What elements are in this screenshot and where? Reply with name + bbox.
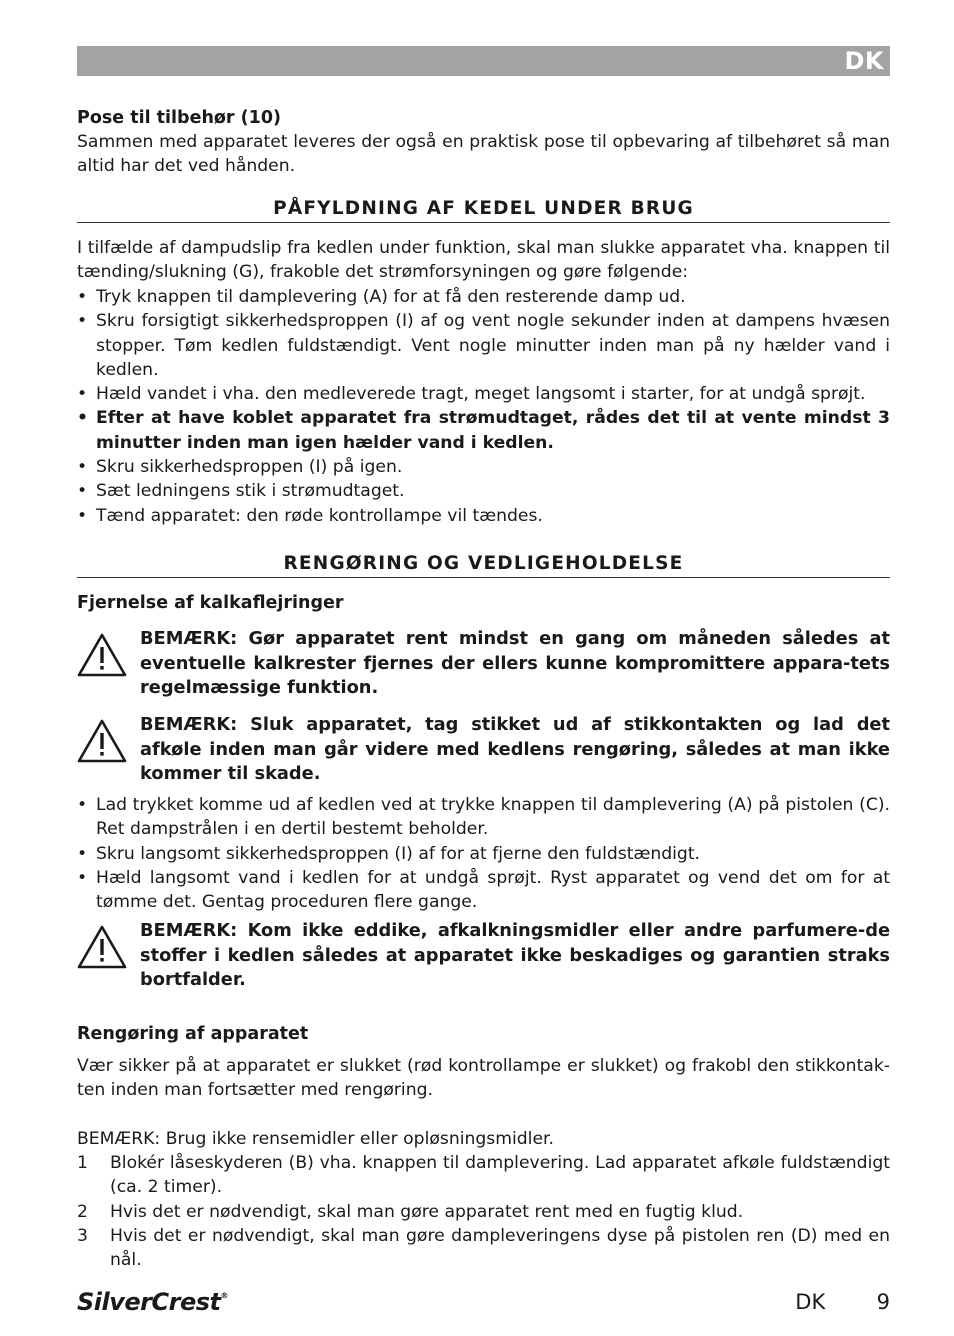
footer-lang: DK xyxy=(795,1290,826,1314)
refill-heading-text: PÅFYLDNING AF KEDEL UNDER BRUG xyxy=(273,198,694,219)
device-cleaning-text: Vær sikker på at apparatet er slukket (rød kontrollampe er slukket) og frakobl den stikkontak-ten inden man fortsætter med rengøring. xyxy=(77,1056,890,1101)
refill-bullet-list xyxy=(77,285,890,528)
warning-text-1: BEMÆRK: Gør apparatet rent mindst en gang om måneden således at eventuelle kalkrester fjernes der ellers kunne kompromittere appara-tets regelmæssige funktion. xyxy=(140,628,890,698)
list-item: • Tryk knappen til damplevering (A) for at få den resterende damp ud. xyxy=(77,285,890,309)
refill-section-heading xyxy=(77,196,890,223)
numbered-step xyxy=(77,1224,890,1273)
cleaning-section-heading xyxy=(77,551,890,578)
list-item: • Sæt ledningens stik i strømudtaget. xyxy=(77,479,890,503)
warning-text-3: BEMÆRK: Kom ikke eddike, afkalkningsmidler eller andre parfumere-de stoffer i kedlen således at apparatet ikke beskadiges og garantien straks bortfalder. xyxy=(140,920,890,990)
step-text: Hvis det er nødvendigt, skal man gøre apparatet rent med en fugtig klud. xyxy=(110,1201,744,1222)
step-text: Blokér låseskyderen (B) vha. knappen til damplevering. Lad apparatet afkøle fuldstændigt (ca. 2 timer). xyxy=(110,1153,890,1198)
cleaning-heading-text: RENGØRING OG VEDLIGEHOLDELSE xyxy=(283,553,684,574)
list-item: • Tænd apparatet: den røde kontrollampe vil tændes. xyxy=(77,504,890,528)
list-item: • Skru sikkerhedsproppen (I) på igen. xyxy=(77,455,890,479)
step-number: 1 xyxy=(77,1153,88,1173)
numbered-step xyxy=(77,1151,890,1200)
pose-title: Pose til tilbehør (10) xyxy=(77,108,281,128)
list-item: • Hæld langsomt vand i kedlen for at undgå sprøjt. Ryst apparatet og vend det om for at tømme det. Gentag proceduren flere gange. xyxy=(77,866,890,915)
numbered-step xyxy=(77,1200,890,1224)
list-item: • Lad trykket komme ud af kedlen ved at trykke knappen til damplevering (A) på pistolen (C). Ret dampstrålen i en dertil bestemt beholder. xyxy=(77,793,890,842)
warning-triangle-icon xyxy=(77,925,127,969)
language-tag: DK xyxy=(844,47,884,75)
warning-block-1 xyxy=(77,627,890,701)
list-item: • Skru langsomt sikkerhedsproppen (I) af for at fjerne den fuldstændigt. xyxy=(77,842,890,866)
cleaning-bullet-list xyxy=(77,793,890,914)
warning-text-2: BEMÆRK: Sluk apparatet, tag stikket ud af stikkontakten og lad det afkøle inden man går videre med kedlens rengøring, således at man ikke kommer til skade. xyxy=(140,714,890,784)
warning-block-3 xyxy=(77,919,890,993)
step-text: Hvis det er nødvendigt, skal man gøre dampleveringens dyse på pistolen ren (D) med en nål. xyxy=(110,1225,890,1271)
decalc-title: Fjernelse af kalkaflejringer xyxy=(77,593,344,613)
pose-text: Sammen med apparatet leveres der også en praktisk pose til opbevaring af tilbehøret så man altid har det ved hånden. xyxy=(77,132,890,177)
list-item: • Skru forsigtigt sikkerhedsproppen (I) af og vent nogle sekunder inden at dampens hvæsen stopper. Tøm kedlen fuldstændigt. Vent nogle minutter inden man på ny hælder vand i kedlen. xyxy=(77,309,890,382)
list-item-important: • Efter at have koblet apparatet fra strømudtaget, rådes det til at vente mindst 3 minutter inden man igen hælder vand i kedlen. xyxy=(77,406,890,455)
trademark-symbol: ® xyxy=(220,1291,228,1300)
device-cleaning-title: Rengøring af apparatet xyxy=(77,1024,309,1044)
refill-intro: I tilfælde af dampudslip fra kedlen under funktion, skal man slukke apparatet vha. knappen til tænding/slukning (G), frakoble det strømforsyningen og gøre følgende: xyxy=(77,238,890,283)
step-number: 3 xyxy=(77,1225,88,1246)
list-item: • Hæld vandet i vha. den medleverede tragt, meget langsomt i starter, for at undgå sprøjt. xyxy=(77,382,890,406)
page-footer-info xyxy=(795,1290,890,1314)
language-header-bar xyxy=(77,46,890,76)
warning-block-2 xyxy=(77,713,890,787)
cleaning-note: BEMÆRK: Brug ikke rensemidler eller opløsningsmidler. xyxy=(77,1129,554,1149)
step-number: 2 xyxy=(77,1201,88,1222)
cleaning-steps-list xyxy=(77,1151,890,1272)
warning-triangle-icon xyxy=(77,719,127,763)
brand-name: SilverCrest xyxy=(77,1288,221,1316)
warning-triangle-icon xyxy=(77,633,127,677)
page-number: 9 xyxy=(876,1290,890,1314)
brand-logo xyxy=(77,1288,228,1316)
